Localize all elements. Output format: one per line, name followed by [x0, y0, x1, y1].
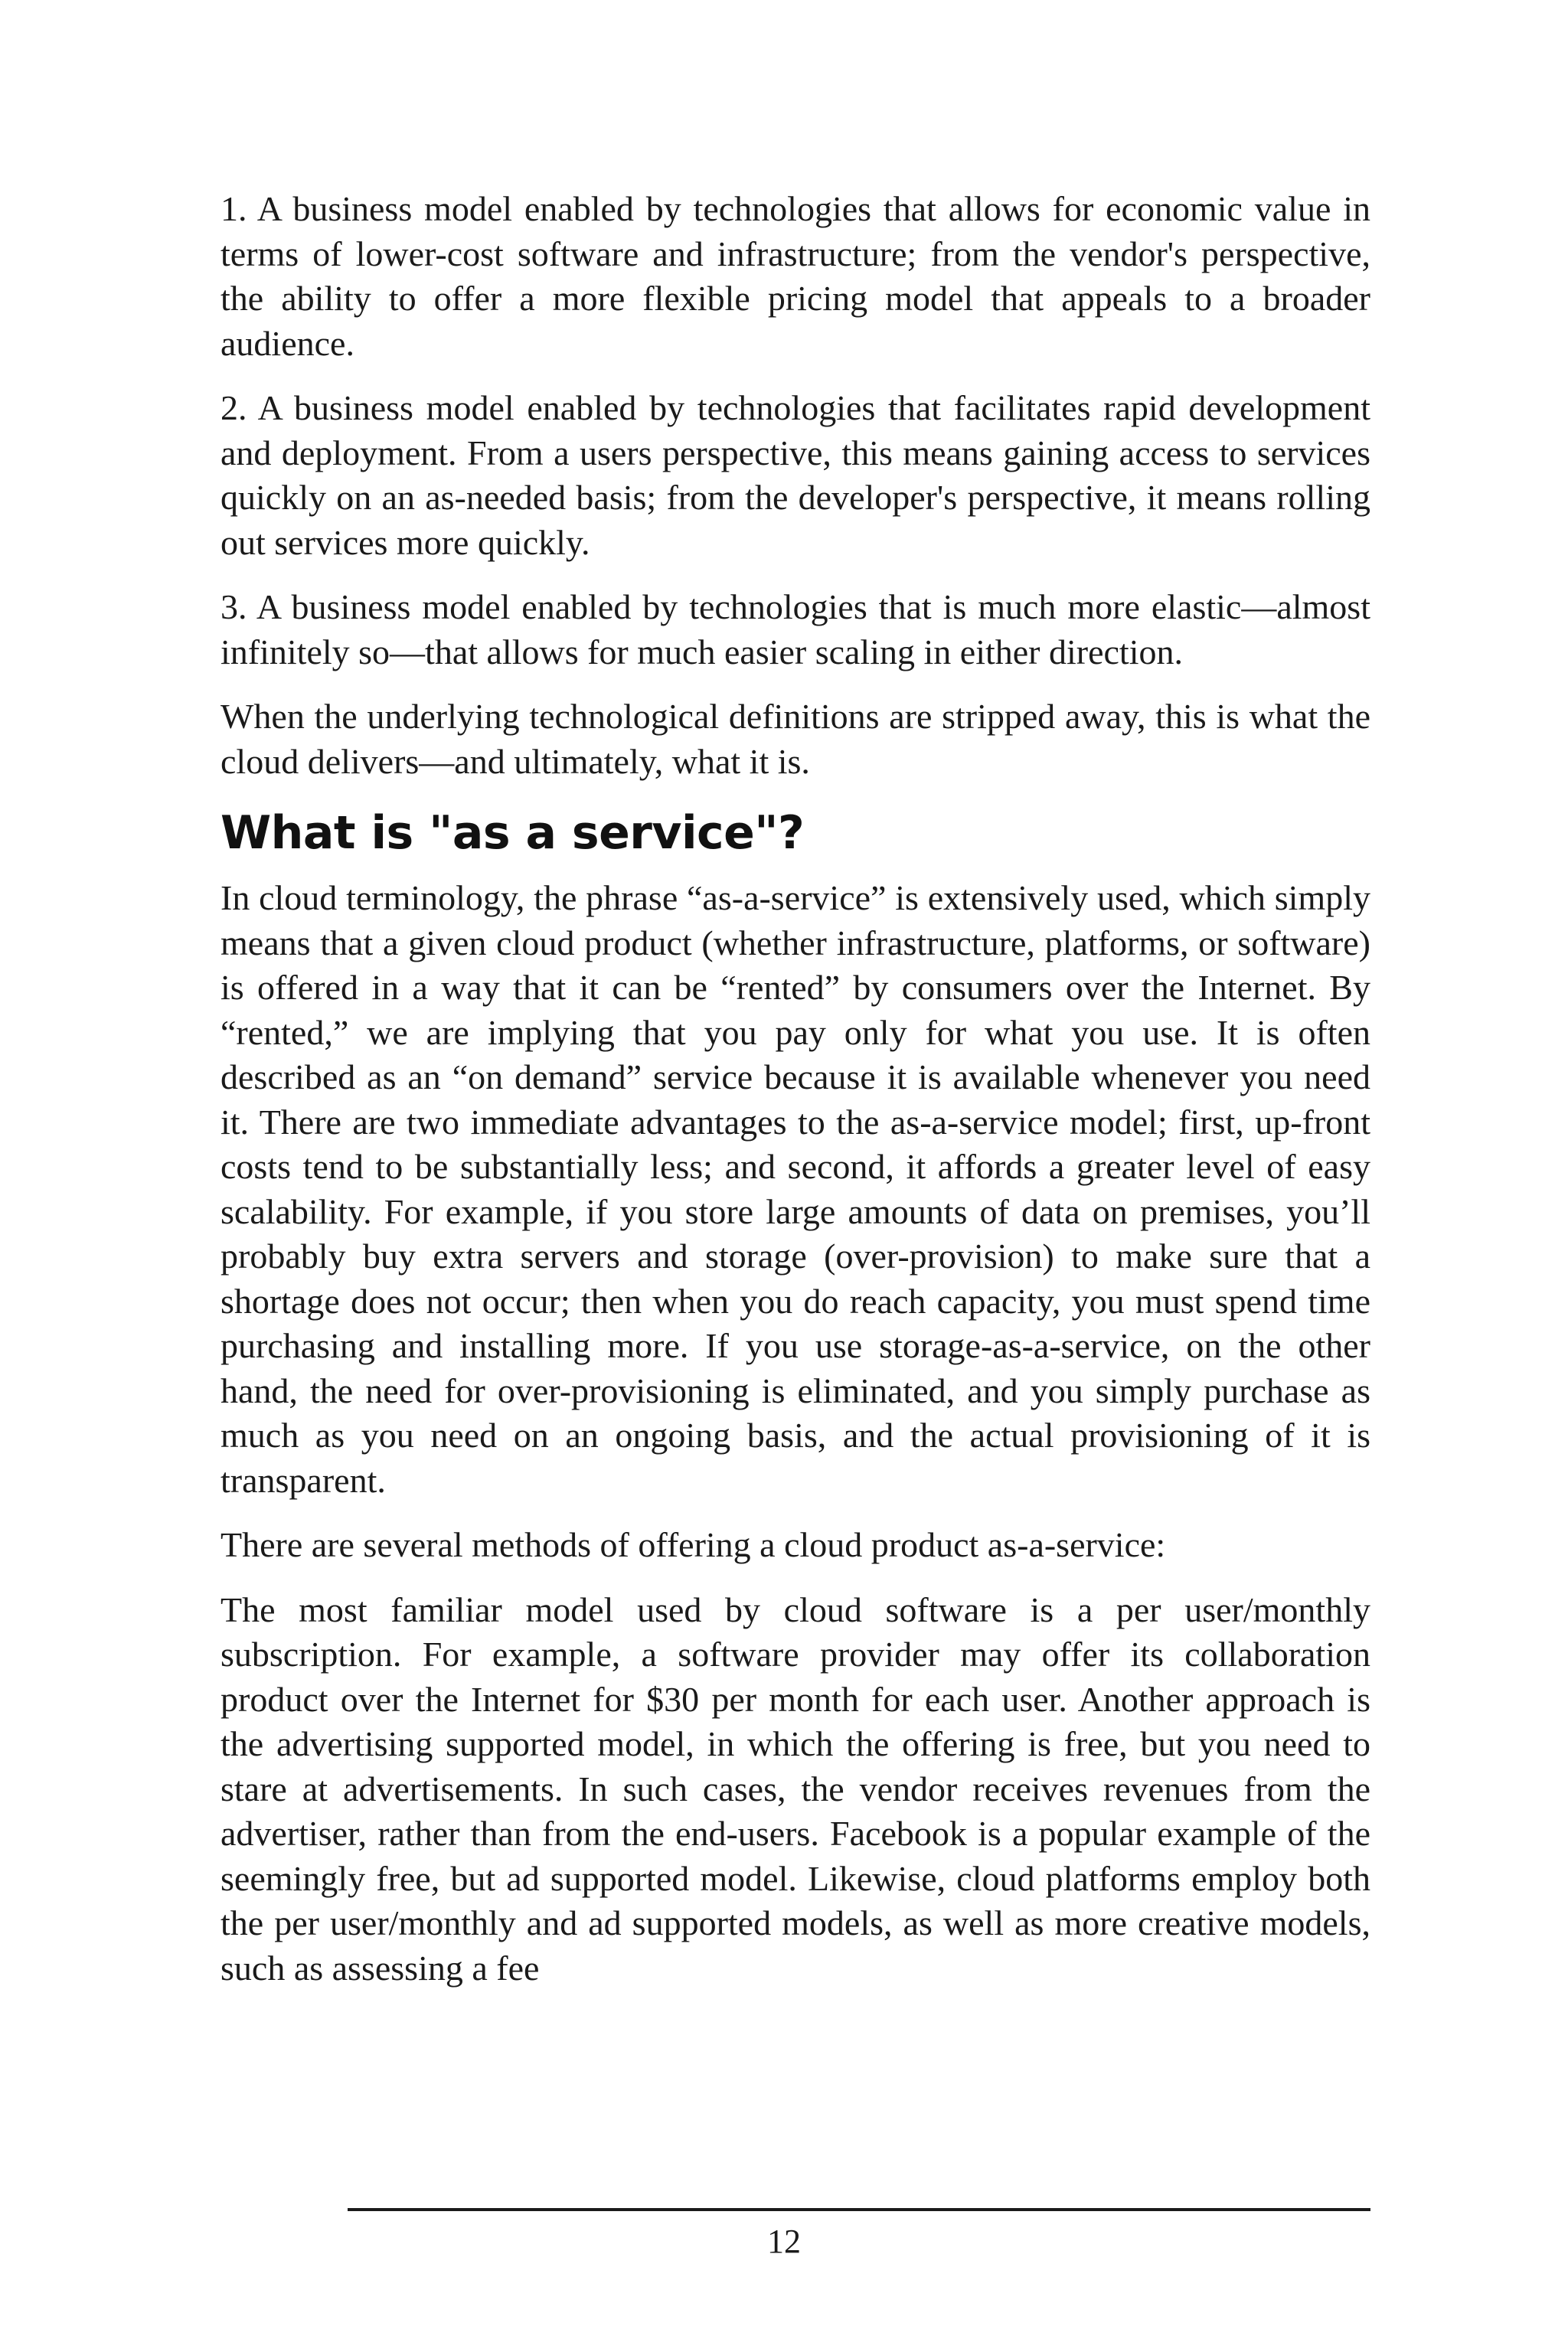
section-heading: What is "as a service"?: [220, 806, 805, 860]
page-number: 12: [767, 2223, 801, 2260]
numbered-paragraph-3: 3. A business model enabled by technologies that is much more elastic—almost infinitely so—that allows for much easier scaling in either direction.: [220, 587, 1370, 671]
subscription-model-paragraph: The most familiar model used by cloud software is a per user/monthly subscription. For example, a software provider may offer its collaboration product over the Internet for $30 per month for each user. Another approach is the advertising supported model, in which the offering is free, but you need to stare at advertisements. In such cases, the vendor receives revenues from the advertiser, rather than from the end-users. Facebook is a popular example of the seemingly free, but ad supported model. Likewise, cloud platforms employ both the per user/monthly and ad supported models, as well as more creative models, such as assessing a fee: [220, 1589, 1370, 1988]
body-text: [220, 187, 1370, 2011]
summary-paragraph: When the underlying technological definitions are stripped away, this is what the cloud delivers—and ultimately, what it is.: [220, 697, 1370, 781]
numbered-paragraph-2: 2. A business model enabled by technologies that facilitates rapid development and deployment. From a users perspective, this means gaining access to services quickly on an as-needed basis; from the developer's perspective, it means rolling out services more quickly.: [220, 388, 1370, 562]
numbered-paragraph-1: 1. A business model enabled by technologies that allows for economic value in terms of lower-cost software and infrastructure; from the vendor's perspective, the ability to offer a more flexible pricing model that appeals to a broader audience.: [220, 189, 1370, 363]
as-a-service-paragraph: In cloud terminology, the phrase “as-a-service” is extensively used, which simply means that a given cloud product (whether infrastructure, platforms, or software) is offered in a way that it can be “rented” by consumers over the Internet. By “rented,” we are implying that you pay only for what you use. It is often described as an “on demand” service because it is available whenever you need it. There are two immediate advantages to the as-a-service model; first, up-front costs tend to be substantially less; and second, it affords a greater level of easy scalability. For example, if you store large amounts of data on premises, you’ll probably buy extra servers and storage (over-provision) to make sure that a shortage does not occur; then when you do reach capacity, you must spend time purchasing and installing more. If you use storage-as-a-service, on the other hand, the need for over-provisioning is eliminated, and you simply purchase as much as you need on an ongoing basis, and the actual provisioning of it is transparent.: [220, 878, 1370, 1500]
footer-rule: [348, 2208, 1370, 2211]
methods-intro-paragraph: There are several methods of offering a cloud product as-a-service:: [220, 1525, 1166, 1564]
